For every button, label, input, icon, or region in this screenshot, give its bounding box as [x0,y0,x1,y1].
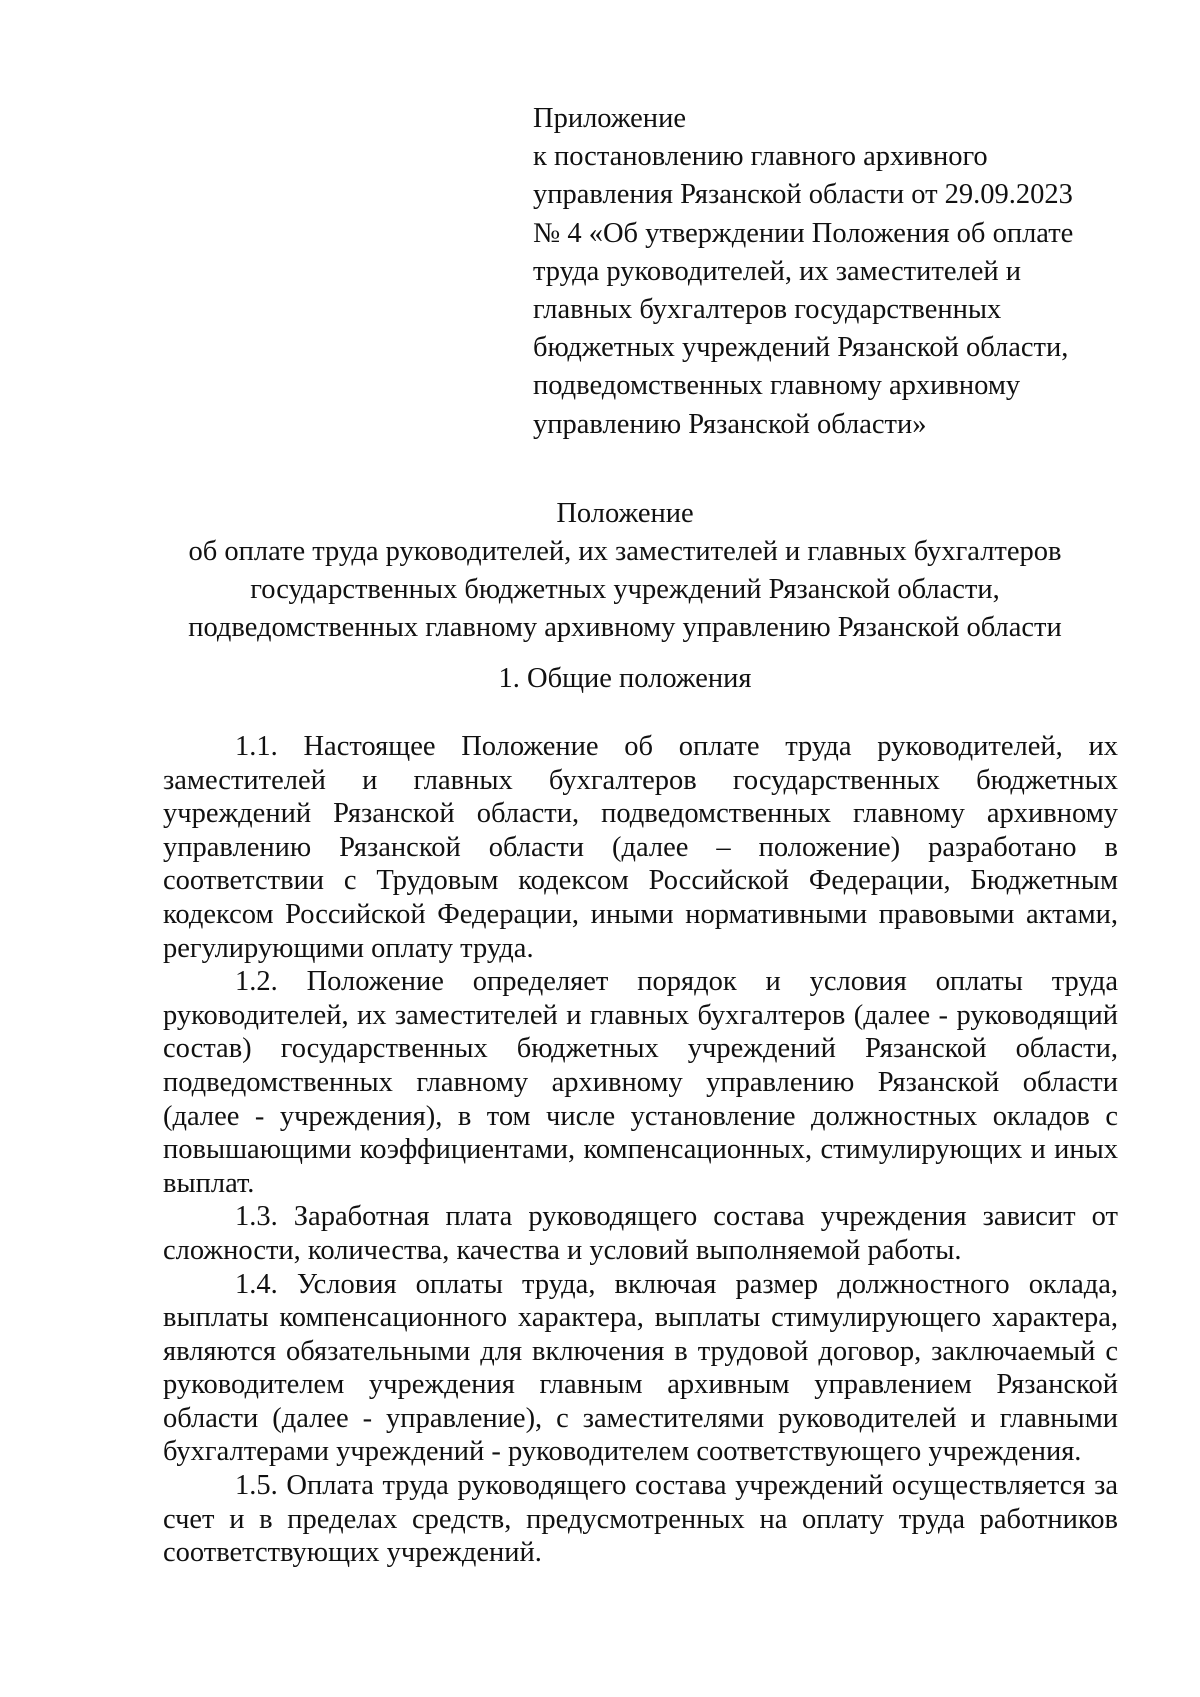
appendix-note [533,100,1133,444]
appendix-line: к постановлению главного архивного [533,141,988,173]
appendix-line: главных бухгалтеров государственных [533,294,1002,326]
paragraph-1-4: 1.4. Условия оплаты труда, включая размер должностного оклада, выплаты компенсационного характера, выплаты стимулирующего характера, являются обязательными для включения в трудовой договор, заключаемый с руководителем учреждения главным архивным управлением Рязанской области (далее - управление), с заместителями руководителей и главными бухгалтерами учреждений - руководителем соответствующего учреждения. [163,1268,1118,1468]
paragraph-1-2: 1.2. Положение определяет порядок и условия оплаты труда руководителей, их заместителей и главных бухгалтеров (далее - руководящий состав) государственных бюджетных учреждений Рязанской области, подведомственных главному архивному управлению Рязанской области (далее - учреждения), в том числе установление должностных окладов с повышающими коэффициентами, компенсационных, стимулирующих и иных выплат. [163,966,1118,1199]
paragraph-1-1: 1.1. Настоящее Положение об оплате труда руководителей, их заместителей и главных бухгалтеров государственных бюджетных учреждений Рязанской области, подведомственных главному архивному управлению Рязанской области (далее – положение) разработано в соответствии с Трудовым кодексом Российской Федерации, Бюджетным кодексом Российской Федерации, иными нормативными правовыми актами, регулирующими оплату труда. [163,731,1118,964]
appendix-line: № 4 «Об утверждении Положения об оплате [533,217,1074,249]
paragraph-1-3: 1.3. Заработная плата руководящего состава учреждения зависит от сложности, количества, качества и условий выполняемой работы. [163,1201,1118,1266]
appendix-line: управлению Рязанской области» [533,408,927,440]
appendix-line: управления Рязанской области от 29.09.2023 [533,179,1073,211]
paragraph-1-5: 1.5. Оплата труда руководящего состава учреждений осуществляется за счет и в пределах средств, предусмотренных на оплату труда работников соответствующих учреждений. [163,1470,1118,1569]
appendix-line: подведомственных главному архивному [533,370,1021,402]
title-line: Положение [556,498,694,529]
title-line: подведомственных главному архивному управлению Рязанской области [188,612,1062,643]
title-line: государственных бюджетных учреждений Рязанской области, [250,574,1000,605]
section-body [163,730,1118,1570]
appendix-line: бюджетных учреждений Рязанской области, [533,332,1069,364]
document-title [120,495,1130,647]
section-heading: 1. Общие положения [498,663,752,694]
appendix-line: Приложение [533,103,686,134]
appendix-line: труда руководителей, их заместителей и [533,255,1021,287]
title-line: об оплате труда руководителей, их заместителей и главных бухгалтеров [188,536,1062,567]
